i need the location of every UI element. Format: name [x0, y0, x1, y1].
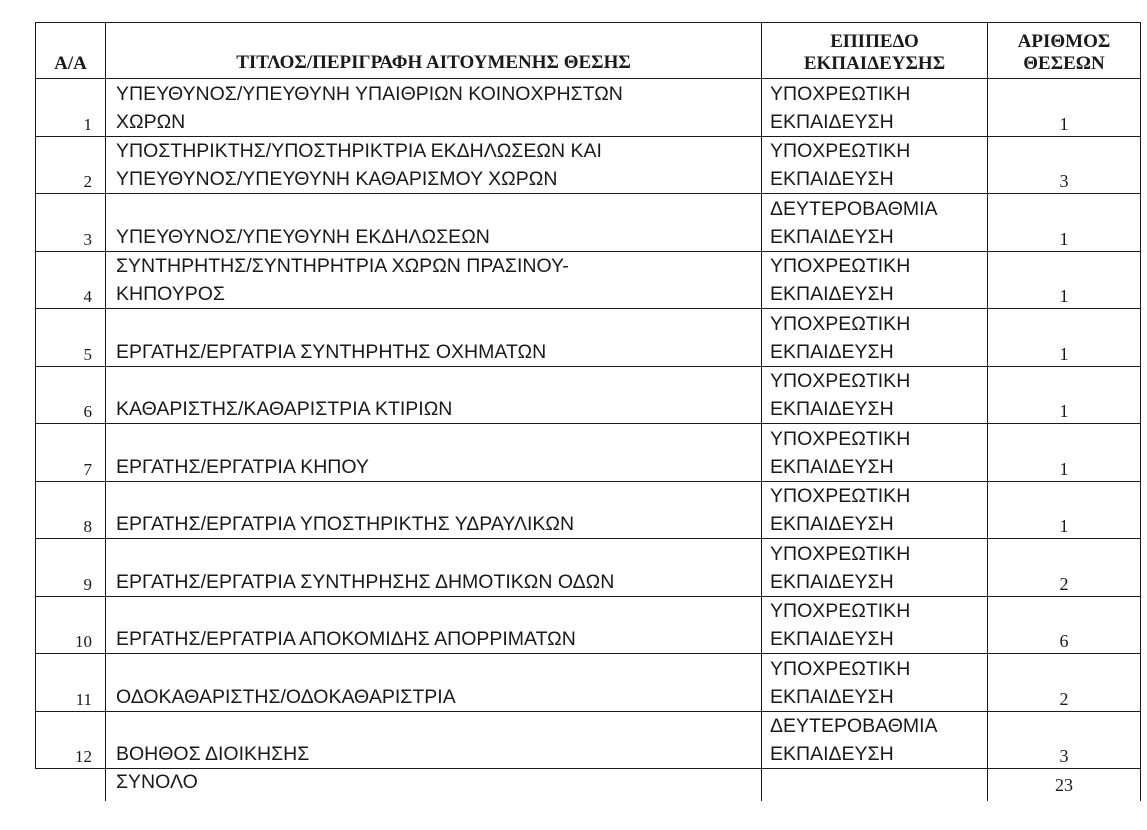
position-title-line1	[116, 425, 761, 453]
table-row	[36, 79, 1141, 137]
education-level-line2: ΕΚΠΑΙΔΕΥΣΗ	[770, 340, 894, 363]
position-title-line1	[116, 195, 761, 223]
table-row	[36, 251, 1141, 309]
position-count: 1	[988, 424, 1141, 482]
education-level-line1: ΔΕΥΤΕΡΟΒΑΘΜΙΑ	[770, 715, 938, 737]
row-number: 5	[36, 309, 106, 367]
header-education-level	[762, 23, 988, 79]
education-level	[762, 711, 988, 769]
education-level	[762, 366, 988, 424]
education-level-line2: ΕΚΠΑΙΔΕΥΣΗ	[770, 685, 894, 708]
position-title	[106, 194, 762, 252]
education-level	[762, 539, 988, 597]
position-count: 3	[988, 136, 1141, 194]
table-row	[36, 194, 1141, 252]
education-level	[762, 136, 988, 194]
position-title-line1	[116, 367, 761, 395]
position-title-line1	[116, 482, 761, 510]
header-level-line1: ΕΠΙΠΕΔΟ	[830, 31, 919, 52]
education-level-line1: ΥΠΟΧΡΕΩΤΙΚΗ	[770, 542, 911, 565]
row-number: 6	[36, 366, 106, 424]
position-title	[106, 309, 762, 367]
education-level-line2: ΕΚΠΑΙΔΕΥΣΗ	[770, 283, 894, 305]
row-number: 8	[36, 481, 106, 539]
education-level-line2: ΕΚΠΑΙΔΕΥΣΗ	[770, 110, 894, 133]
position-count: 1	[988, 79, 1141, 137]
education-level	[762, 79, 988, 137]
education-level-line1: ΥΠΟΧΡΕΩΤΙΚΗ	[770, 140, 911, 162]
position-title-line2: ΚΑΘΑΡΙΣΤΗΣ/ΚΑΘΑΡΙΣΤΡΙΑ ΚΤΙΡΙΩΝ	[116, 398, 453, 420]
total-row	[36, 769, 1141, 801]
position-title	[106, 424, 762, 482]
table-row	[36, 481, 1141, 539]
header-title: ΤΙΤΛΟΣ/ΠΕΡΙΓΡΑΦΗ ΑΙΤΟΥΜΕΝΗΣ ΘΕΣΗΣ	[106, 23, 762, 79]
position-title-line2: ΕΡΓΑΤΗΣ/ΕΡΓΑΤΡΙΑ ΣΥΝΤΗΡΗΤΗΣ ΟΧΗΜΑΤΩΝ	[116, 340, 547, 363]
position-title-line2: ΕΡΓΑΤΗΣ/ΕΡΓΑΤΡΙΑ ΚΗΠΟΥ	[116, 455, 369, 478]
position-title	[106, 251, 762, 309]
row-number: 12	[36, 711, 106, 769]
header-count-line2: ΘΕΣΕΩΝ	[1023, 53, 1105, 74]
table-row	[36, 136, 1141, 194]
row-number: 3	[36, 194, 106, 252]
table-row	[36, 366, 1141, 424]
education-level-line2: ΕΚΠΑΙΔΕΥΣΗ	[770, 398, 894, 420]
header-row	[36, 23, 1141, 79]
position-title-line1	[116, 655, 761, 683]
table-row	[36, 424, 1141, 482]
position-title-line2: ΒΟΗΘΟΣ ΔΙΟΙΚΗΣΗΣ	[116, 743, 310, 765]
position-count: 1	[988, 481, 1141, 539]
row-number: 1	[36, 79, 106, 137]
position-title-line1: ΥΠΟΣΤΗΡΙΚΤΗΣ/ΥΠΟΣΤΗΡΙΚΤΡΙΑ ΕΚΔΗΛΩΣΕΩΝ ΚΑΙ	[116, 140, 602, 162]
education-level	[762, 424, 988, 482]
position-title	[106, 136, 762, 194]
education-level-line1: ΥΠΟΧΡΕΩΤΙΚΗ	[770, 427, 911, 450]
education-level-line1: ΥΠΟΧΡΕΩΤΙΚΗ	[770, 255, 911, 277]
position-title-line2: ΚΗΠΟΥΡΟΣ	[116, 283, 225, 305]
position-title-line1: ΣΥΝΤΗΡΗΤΗΣ/ΣΥΝΤΗΡΗΤΡΙΑ ΧΩΡΩΝ ΠΡΑΣΙΝΟΥ-	[116, 255, 569, 277]
header-count-line1: ΑΡΙΘΜΟΣ	[1017, 31, 1111, 52]
education-level	[762, 251, 988, 309]
education-level-line2: ΕΚΠΑΙΔΕΥΣΗ	[770, 225, 894, 248]
table-row	[36, 596, 1141, 654]
position-count: 6	[988, 596, 1141, 654]
education-level-line2: ΕΚΠΑΙΔΕΥΣΗ	[770, 570, 894, 593]
table-row	[36, 539, 1141, 597]
table-row	[36, 309, 1141, 367]
position-title	[106, 79, 762, 137]
position-title-line1	[116, 597, 761, 625]
position-title-line1: ΥΠΕΥΘΥΝΟΣ/ΥΠΕΥΘΥΝΗ ΥΠΑΙΘΡΙΩΝ ΚΟΙΝΟΧΡΗΣΤΩΝ	[116, 82, 623, 105]
position-count: 2	[988, 654, 1141, 712]
position-title	[106, 481, 762, 539]
position-title-line2: ΕΡΓΑΤΗΣ/ΕΡΓΑΤΡΙΑ ΑΠΟΚΟΜΙΔΗΣ ΑΠΟΡΡΙΜΑΤΩΝ	[116, 628, 576, 650]
education-level-line2: ΕΚΠΑΙΔΕΥΣΗ	[770, 628, 894, 650]
position-title-line2: ΕΡΓΑΤΗΣ/ΕΡΓΑΤΡΙΑ ΣΥΝΤΗΡΗΣΗΣ ΔΗΜΟΤΙΚΩΝ ΟΔΩΝ	[116, 570, 615, 593]
education-level	[762, 309, 988, 367]
total-level-empty	[762, 769, 988, 801]
position-count: 3	[988, 711, 1141, 769]
position-title-line2: ΧΩΡΩΝ	[116, 110, 186, 133]
row-number: 11	[36, 654, 106, 712]
position-title-line1	[116, 712, 761, 740]
table-row	[36, 654, 1141, 712]
position-title	[106, 596, 762, 654]
position-title	[106, 654, 762, 712]
education-level	[762, 654, 988, 712]
header-position-count	[988, 23, 1141, 79]
education-level-line2: ΕΚΠΑΙΔΕΥΣΗ	[770, 455, 894, 478]
position-title-line1	[116, 540, 761, 568]
education-level	[762, 194, 988, 252]
education-level-line1: ΥΠΟΧΡΕΩΤΙΚΗ	[770, 657, 911, 680]
position-title	[106, 539, 762, 597]
education-level-line1: ΥΠΟΧΡΕΩΤΙΚΗ	[770, 82, 911, 105]
header-aa: Α/Α	[36, 23, 106, 79]
total-count: 23	[988, 769, 1141, 801]
education-level-line1: ΥΠΟΧΡΕΩΤΙΚΗ	[770, 370, 911, 392]
position-count: 1	[988, 251, 1141, 309]
education-level	[762, 596, 988, 654]
total-empty-cell	[36, 769, 106, 801]
position-title-line1	[116, 310, 761, 338]
education-level-line1: ΥΠΟΧΡΕΩΤΙΚΗ	[770, 600, 911, 622]
row-number: 4	[36, 251, 106, 309]
position-count: 2	[988, 539, 1141, 597]
position-title-line2: ΥΠΕΥΘΥΝΟΣ/ΥΠΕΥΘΥΝΗ ΚΑΘΑΡΙΣΜΟΥ ΧΩΡΩΝ	[116, 168, 558, 190]
education-level-line2: ΕΚΠΑΙΔΕΥΣΗ	[770, 168, 894, 190]
position-title	[106, 711, 762, 769]
education-level-line1: ΔΕΥΤΕΡΟΒΑΘΜΙΑ	[770, 197, 938, 220]
positions-table	[35, 22, 1141, 801]
education-level-line2: ΕΚΠΑΙΔΕΥΣΗ	[770, 743, 894, 765]
position-title-line2: ΥΠΕΥΘΥΝΟΣ/ΥΠΕΥΘΥΝΗ ΕΚΔΗΛΩΣΕΩΝ	[116, 225, 490, 248]
row-number: 7	[36, 424, 106, 482]
position-title	[106, 366, 762, 424]
position-count: 1	[988, 194, 1141, 252]
row-number: 2	[36, 136, 106, 194]
header-level-line2: ΕΚΠΑΙΔΕΥΣΗΣ	[803, 53, 946, 74]
position-title-line2: ΕΡΓΑΤΗΣ/ΕΡΓΑΤΡΙΑ ΥΠΟΣΤΗΡΙΚΤΗΣ ΥΔΡΑΥΛΙΚΩΝ	[116, 513, 575, 535]
row-number: 9	[36, 539, 106, 597]
position-count: 1	[988, 309, 1141, 367]
table-row	[36, 711, 1141, 769]
row-number: 10	[36, 596, 106, 654]
position-count: 1	[988, 366, 1141, 424]
education-level-line1: ΥΠΟΧΡΕΩΤΙΚΗ	[770, 312, 911, 335]
total-label: ΣΥΝΟΛΟ	[106, 769, 762, 801]
education-level	[762, 481, 988, 539]
education-level-line1: ΥΠΟΧΡΕΩΤΙΚΗ	[770, 485, 911, 507]
position-title-line2: ΟΔΟΚΑΘΑΡΙΣΤΗΣ/ΟΔΟΚΑΘΑΡΙΣΤΡΙΑ	[116, 685, 456, 708]
education-level-line2: ΕΚΠΑΙΔΕΥΣΗ	[770, 513, 894, 535]
